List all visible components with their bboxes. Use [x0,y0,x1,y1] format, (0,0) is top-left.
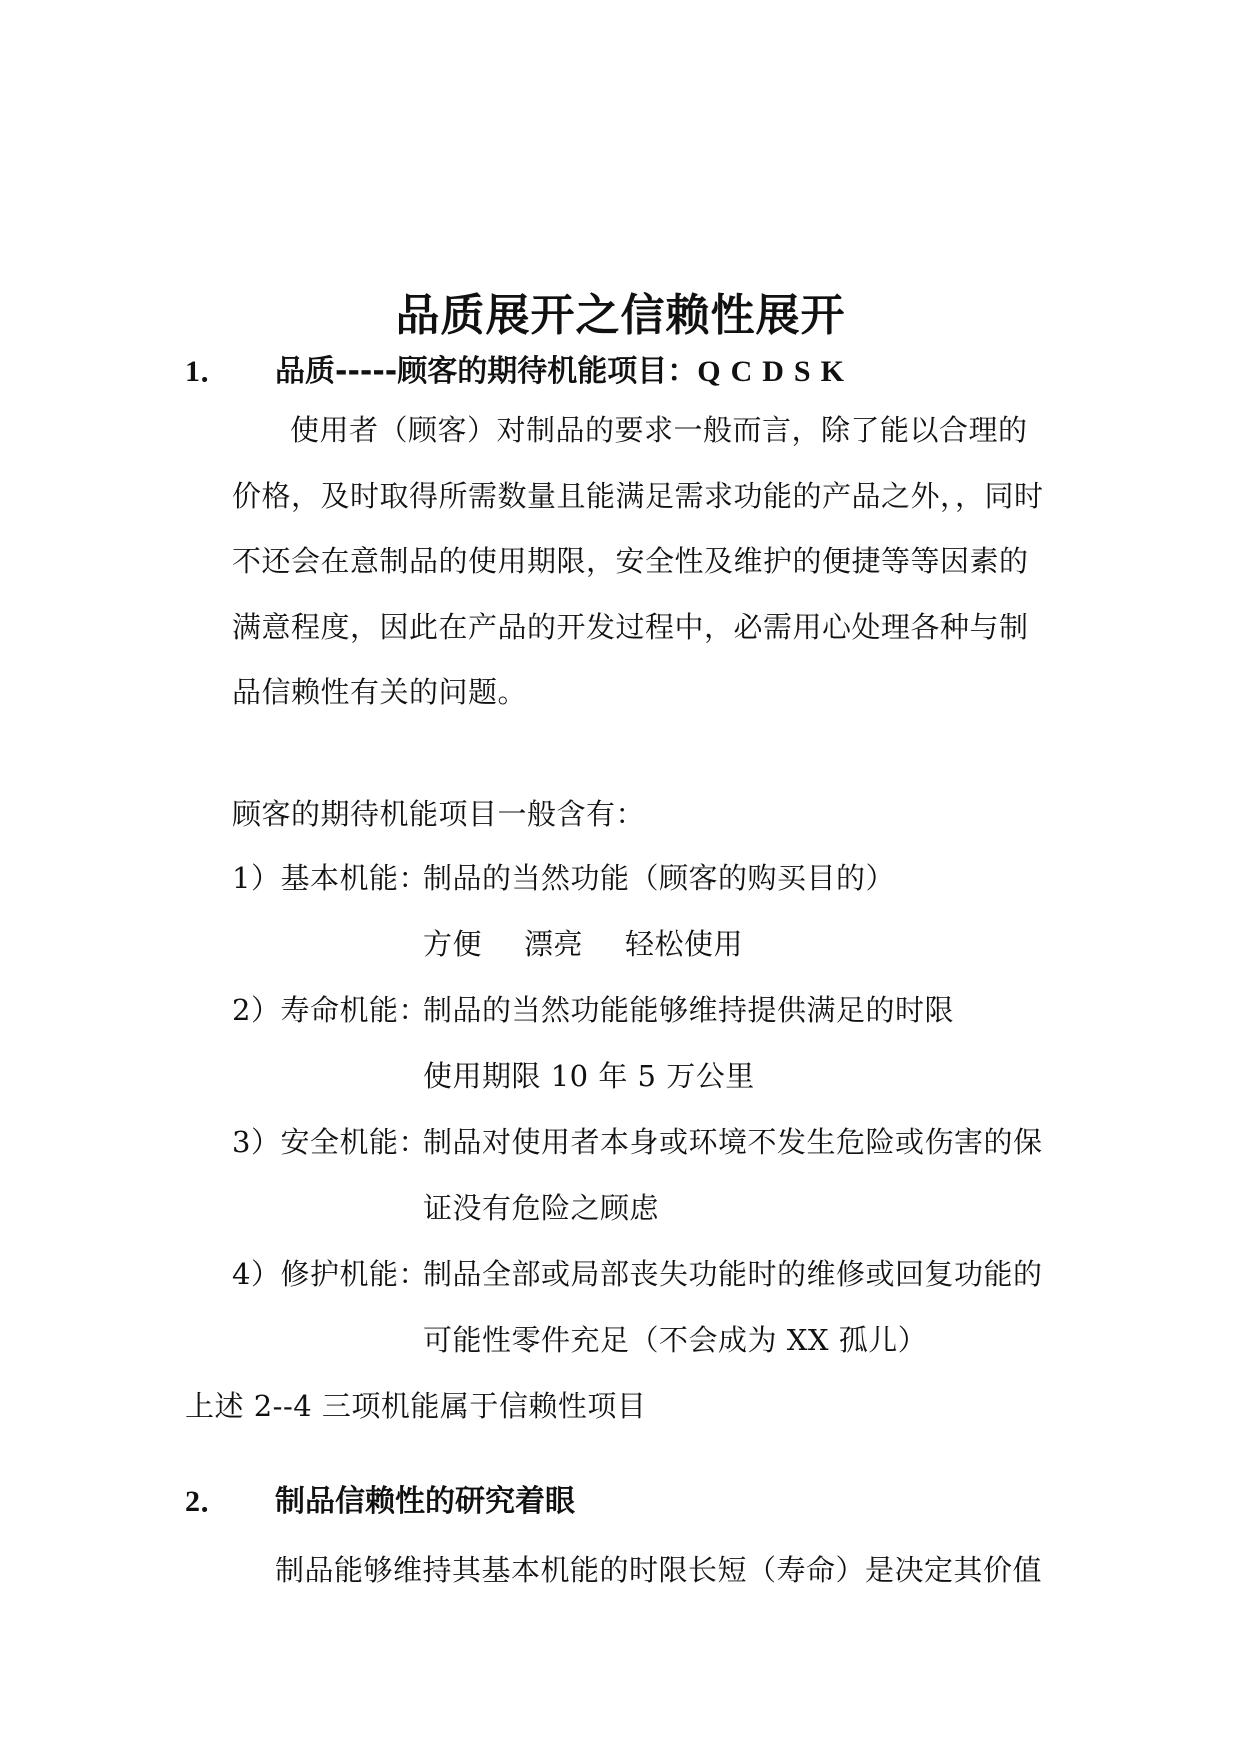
item-2-desc-line-2: 使用期限 10 年 5 万公里 [423,1059,755,1093]
section-1-heading [185,352,854,392]
item-3-label: 3）安全机能： [232,1125,428,1159]
expectation-intro: 顾客的期待机能项目一般含有： [232,797,646,831]
item-2-desc-line-1: 制品的当然功能能够维持提供满足的时限 [423,993,955,1027]
reliability-summary: 上述 2--4 三项机能属于信赖性项目 [185,1389,647,1423]
item-1-extra-easy-use: 轻松使用 [625,927,744,961]
item-1-extra-convenient: 方便 [423,927,483,961]
section-1-heading-text: 品质-----顾客的期待机能项目： [275,354,698,389]
item-3-desc-line-1: 制品对使用者本身或环境不发生危险或伤害的保 [423,1125,1043,1159]
section-1-heading-tail: QCDSK [697,355,854,388]
section-2-heading [185,1482,575,1522]
item-1-extra-beautiful: 漂亮 [524,927,584,961]
section-1-paragraph [232,398,1052,726]
item-1-extra [423,924,743,964]
section-2-paragraph: 制品能够维持其基本机能的时限长短（寿命）是决定其价值 [275,1553,1043,1587]
section-2-number: 2． [185,1485,230,1518]
item-4-label: 4）修护机能： [232,1257,428,1291]
item-2-label: 2）寿命机能： [232,993,428,1027]
item-1-desc: 制品的当然功能（顾客的购买目的） [423,861,896,895]
item-4-desc-line-1: 制品全部或局部丧失功能时的维修或回复功能的 [423,1257,1043,1291]
item-3-desc-line-2: 证没有危险之顾虑 [423,1191,660,1225]
item-1-label: 1）基本机能： [232,861,428,895]
section-1-number: 1． [185,355,230,388]
document-title: 品质展开之信赖性展开 [395,290,846,341]
section-1-paragraph-text: 使用者（顾客）对制品的要求一般而言，除了能以合理的价格，及时取得所需数量且能满足需求功能的产品之外，，同时不还会在意制品的使用期限，安全性及维护的便捷等等因素的满意程度，因此在产品的开发过程中，必需用心处理各种与制品信赖性有关的问题。 [232,413,1044,709]
item-4-desc-line-2: 可能性零件充足（不会成为 XX 孤儿） [423,1323,928,1357]
section-2-heading-text: 制品信赖性的研究着眼 [275,1484,575,1519]
